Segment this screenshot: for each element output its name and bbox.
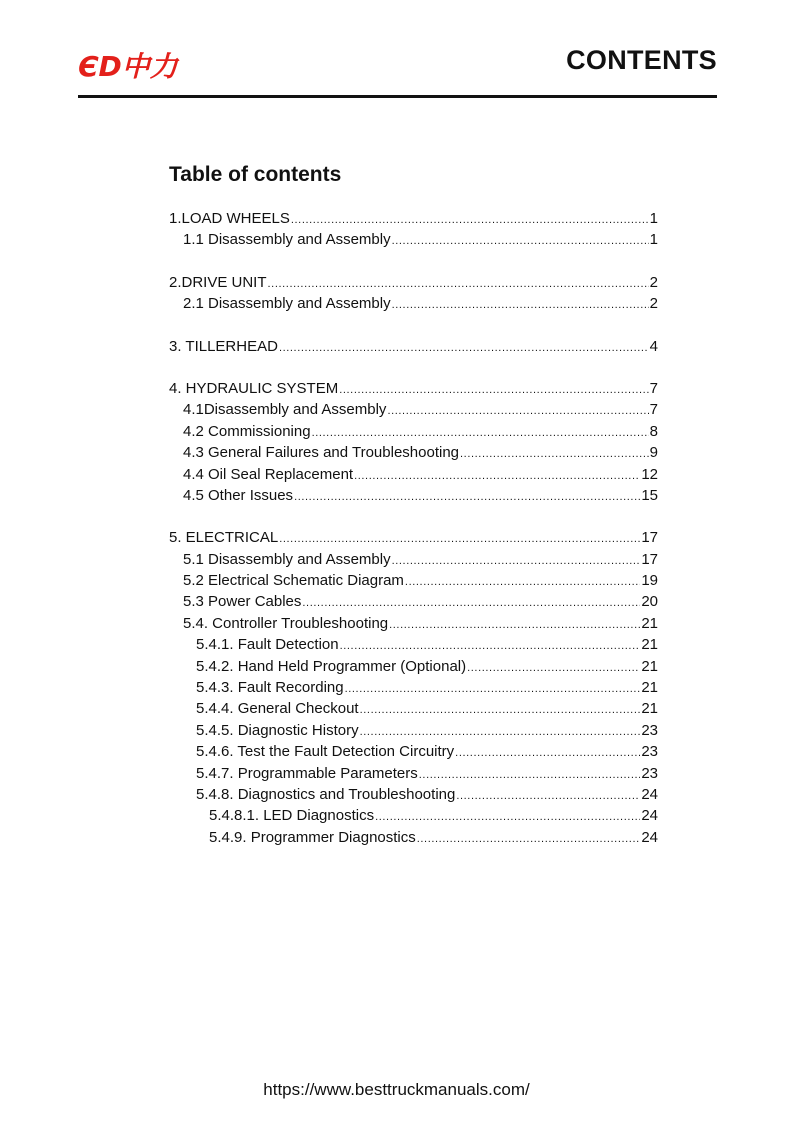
toc-entry-label: 2.DRIVE UNIT xyxy=(169,273,267,291)
toc-entry-page: 24 xyxy=(641,828,658,846)
toc-entry-label: 5.4.6. Test the Fault Detection Circuitry xyxy=(196,743,455,761)
toc-entry[interactable] xyxy=(169,378,658,399)
toc-entry[interactable] xyxy=(169,336,658,357)
toc-entry-page: 20 xyxy=(641,593,658,611)
toc-entry[interactable] xyxy=(169,805,658,826)
table-of-contents xyxy=(169,208,658,869)
toc-entry[interactable] xyxy=(169,720,658,741)
toc-entry-page: 19 xyxy=(641,572,658,590)
toc-entry-label: 4.2 Commissioning xyxy=(183,422,311,440)
header-divider xyxy=(78,95,717,98)
toc-entry-page: 15 xyxy=(641,486,658,504)
toc-entry-label: 4.3 General Failures and Troubleshooting xyxy=(183,444,460,462)
toc-entry[interactable] xyxy=(169,677,658,698)
toc-leader-dots xyxy=(354,466,640,487)
toc-leader-dots xyxy=(392,231,649,252)
toc-group xyxy=(169,378,658,506)
toc-entry-page: 21 xyxy=(641,636,658,654)
toc-entry-label: 4.5 Other Issues xyxy=(183,486,294,504)
toc-entry-page: 12 xyxy=(641,465,658,483)
toc-leader-dots xyxy=(340,636,641,657)
toc-entry[interactable] xyxy=(169,293,658,314)
toc-entry[interactable] xyxy=(169,656,658,677)
toc-entry-label: 5.4.5. Diagnostic History xyxy=(196,721,359,739)
toc-leader-dots xyxy=(312,423,649,444)
toc-leader-dots xyxy=(455,743,640,764)
toc-leader-dots xyxy=(405,572,640,593)
toc-entry[interactable] xyxy=(169,827,658,848)
page-title: CONTENTS xyxy=(566,45,717,75)
toc-leader-dots xyxy=(360,700,641,721)
toc-entry-page: 21 xyxy=(641,657,658,675)
toc-entry-label: 5.4.2. Hand Held Programmer (Optional) xyxy=(196,657,467,675)
toc-entry-label: 5.4.1. Fault Detection xyxy=(196,636,339,654)
toc-leader-dots xyxy=(291,210,649,231)
toc-leader-dots xyxy=(302,593,640,614)
toc-leader-dots xyxy=(467,658,640,679)
toc-entry[interactable] xyxy=(169,613,658,634)
toc-leader-dots xyxy=(345,679,641,700)
toc-leader-dots xyxy=(279,529,640,550)
toc-entry-page: 24 xyxy=(641,807,658,825)
toc-entry-label: 5.4.3. Fault Recording xyxy=(196,679,344,697)
toc-leader-dots xyxy=(460,444,649,465)
toc-entry[interactable] xyxy=(169,763,658,784)
toc-leader-dots xyxy=(268,274,649,295)
toc-entry-label: 4.4 Oil Seal Replacement xyxy=(183,465,354,483)
toc-entry-page: 17 xyxy=(641,529,658,547)
toc-entry[interactable] xyxy=(169,229,658,250)
toc-entry-page: 9 xyxy=(649,444,658,462)
toc-leader-dots xyxy=(375,807,640,828)
toc-entry[interactable] xyxy=(169,634,658,655)
toc-entry[interactable] xyxy=(169,527,658,548)
toc-entry-label: 5.4.9. Programmer Diagnostics xyxy=(209,828,416,846)
toc-entry-page: 2 xyxy=(649,273,658,291)
toc-entry-label: 5.4.8. Diagnostics and Troubleshooting xyxy=(196,785,456,803)
toc-leader-dots xyxy=(339,380,648,401)
toc-entry-page: 4 xyxy=(649,337,658,355)
toc-entry-label: 3. TILLERHEAD xyxy=(169,337,278,355)
toc-entry-label: 5. ELECTRICAL xyxy=(169,529,279,547)
toc-entry[interactable] xyxy=(169,421,658,442)
toc-entry-label: 5.4.7. Programmable Parameters xyxy=(196,764,418,782)
toc-leader-dots xyxy=(392,295,649,316)
toc-entry-label: 1.LOAD WHEELS xyxy=(169,210,290,227)
toc-entry-label: 1.1 Disassembly and Assembly xyxy=(183,231,391,249)
toc-entry[interactable] xyxy=(169,399,658,420)
toc-entry-page: 23 xyxy=(641,721,658,739)
toc-entry-label: 5.3 Power Cables xyxy=(183,593,302,611)
toc-group xyxy=(169,527,658,848)
toc-leader-dots xyxy=(387,401,648,422)
toc-entry-page: 1 xyxy=(649,210,658,227)
toc-group xyxy=(169,336,658,357)
toc-entry[interactable] xyxy=(169,570,658,591)
toc-entry-page: 8 xyxy=(649,422,658,440)
toc-entry-page: 2 xyxy=(649,295,658,313)
toc-entry[interactable] xyxy=(169,784,658,805)
toc-entry-page: 21 xyxy=(641,679,658,697)
toc-entry-label: 4. HYDRAULIC SYSTEM xyxy=(169,379,339,397)
toc-entry-page: 1 xyxy=(649,231,658,249)
toc-leader-dots xyxy=(389,615,640,636)
toc-entry-label: 4.1Disassembly and Assembly xyxy=(183,401,387,419)
toc-entry[interactable] xyxy=(169,591,658,612)
toc-entry-label: 2.1 Disassembly and Assembly xyxy=(183,295,391,313)
toc-entry-label: 5.4. Controller Troubleshooting xyxy=(183,614,389,632)
toc-leader-dots xyxy=(294,487,640,508)
toc-leader-dots xyxy=(279,338,649,359)
toc-entry[interactable] xyxy=(169,549,658,570)
toc-entry-label: 5.4.4. General Checkout xyxy=(196,700,359,718)
toc-entry-page: 7 xyxy=(649,379,658,397)
page-header xyxy=(78,40,717,98)
brand-logo xyxy=(78,50,208,84)
toc-group xyxy=(169,272,658,315)
toc-leader-dots xyxy=(456,786,640,807)
footer-url[interactable]: https://www.besttruckmanuals.com/ xyxy=(263,1080,530,1099)
toc-entry[interactable] xyxy=(169,485,658,506)
toc-entry-page: 17 xyxy=(641,550,658,568)
toc-leader-dots xyxy=(419,765,641,786)
toc-entry[interactable] xyxy=(169,698,658,719)
toc-entry[interactable] xyxy=(169,464,658,485)
toc-entry-page: 24 xyxy=(641,785,658,803)
toc-entry-label: 5.1 Disassembly and Assembly xyxy=(183,550,391,568)
toc-entry-page: 7 xyxy=(649,401,658,419)
toc-leader-dots xyxy=(392,551,641,572)
toc-entry[interactable] xyxy=(169,208,658,229)
toc-leader-dots xyxy=(360,722,641,743)
toc-entry[interactable] xyxy=(169,272,658,293)
toc-group xyxy=(169,208,658,251)
toc-entry[interactable] xyxy=(169,442,658,463)
toc-entry-label: 5.2 Electrical Schematic Diagram xyxy=(183,572,404,590)
toc-entry-page: 21 xyxy=(641,614,658,632)
toc-entry-page: 23 xyxy=(641,764,658,782)
toc-leader-dots xyxy=(417,829,641,850)
toc-entry[interactable] xyxy=(169,741,658,762)
toc-entry-label: 5.4.8.1. LED Diagnostics xyxy=(209,807,375,825)
brand-logo-text: ЄD中力 xyxy=(78,50,178,83)
toc-entry-page: 23 xyxy=(641,743,658,761)
toc-heading: Table of contents xyxy=(169,163,342,186)
toc-entry-page: 21 xyxy=(641,700,658,718)
